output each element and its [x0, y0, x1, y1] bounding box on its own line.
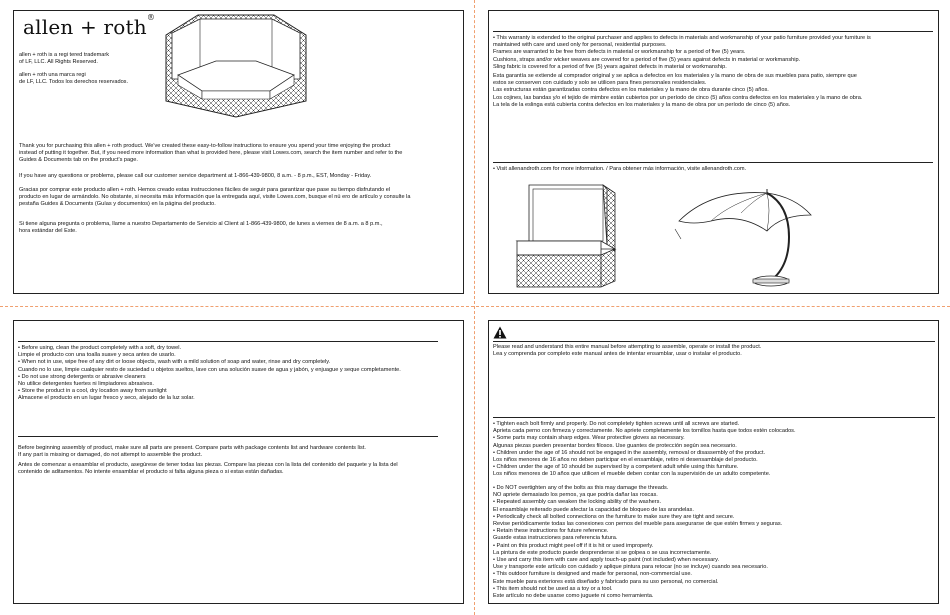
- care-panel: [13, 320, 464, 604]
- trademark-es: allen + roth una marca regi de LF, LLC. Todos los derechos reservados.: [19, 72, 129, 86]
- read-manual-text: Please read and understand this entire manual before attempting to assemble, operate or install the product. Lea y comprenda por completo este manual antes de intentar ensamblar, usar o instalar el producto.: [493, 344, 762, 358]
- visit-rule: [493, 162, 933, 163]
- warning-rule: [493, 341, 935, 342]
- warranty-panel: [488, 10, 939, 294]
- before-text-en: Before beginning assembly of product, make sure all parts are present. Compare parts with package contents list and hardware contents list. If any part is missing or damaged, do not attempt to assemble the product.: [18, 445, 366, 459]
- top-rule: [493, 31, 933, 32]
- care-text: • Before using, clean the product completely with a soft, dry towel. Limpie el producto con una toalla suave y seca antes de usarlo. • When not in use, wipe free of any dirt or loose objects, wash with a mild solution of soap and water, rinse and dry completely. Cuando no lo use, limpie cualquier resto de suciedad u objetos sueltos, lave con una solución suave de agua y jabón, y enjuague y seque completamente. • Do not use strong detergents or abrasive cleaners No utilice detergentes fuertes ni limpiadores abrasivos. • Store the product in a cool, dry location away from sunlight Almacene el producto en un lugar fresco y seco, alejado de la luz solar.: [18, 345, 401, 402]
- warning-icon: [493, 326, 507, 339]
- visit-text: • Visit allenandroth.com for more information. / Para obtener más información, visite allenandroth.com.: [493, 166, 747, 172]
- cantilever-umbrella-illustration: [671, 185, 821, 289]
- corner-sectional-illustration: [156, 13, 316, 119]
- intro-text-en: Thank you for purchasing this allen + roth product. We've created these easy-to-follow instructions to ensure you spend your time enjoying the product instead of putting it together. But, if you need more information than what is provided here, please visit Lowes.com, search the item number and refer to the Guides & Documents tab on the product's page.: [19, 143, 403, 164]
- intro-panel: [13, 10, 464, 294]
- intro-text-es: Gracias por comprar este producto allen + roth. Hemos creado estas instrucciones fáciles de seguir para garantizar que pase su tiempo disfrutando el producto en lugar de armándolo. No obstante, si necesita más información que la entregada aquí, visite Lowes.com, busque el nú ero de artículo y consulte la pestaña Guides & Documents (Guías y documentos) en la página del producto.: [19, 187, 411, 208]
- brand-logo: [23, 15, 155, 39]
- horizontal-cut-line: [0, 306, 950, 307]
- safety-panel: [488, 320, 939, 604]
- before-text-es: Antes de comenzar a ensamblar el producto, asegúrese de tener todas las piezas. Compare las piezas con la lista del contenido del paquete y la lista del contenido de aditamentos. No intente ensamblar el producto si falta alguna pieza o si estas están dañadas.: [18, 462, 398, 476]
- vertical-cut-line: [474, 0, 475, 615]
- registered-mark: ®: [146, 13, 156, 22]
- trademark-en: allen + roth is a regi tered trademark of LF, LLC. All Rights Reserved.: [19, 52, 110, 66]
- warranty-en: • This warranty is extended to the original purchaser and applies to defects in materials and workmanship of your patio furniture provided your furniture is maintained with care and used only for personal, residential purposes. Frames are warranted to be free from defects in material or workmanship for a period of five (5) years. Cushions, straps and/or wicker weaves are covered for a period of five (5) years against defects in material or workmanship. Sling fabric is covered for a period of five (5) years against defects in material or workmanship.: [493, 35, 871, 70]
- help-text-es: Si tiene alguna pregunta o problema, llame a nuestro Departamento de Servicio al Client al 1-866-439-9800, de lunes a viernes de 8 a.m. a 8 p.m., hora estándar del Este.: [19, 221, 383, 235]
- help-text-en: If you have any questions or problems, please call our customer service department at 1-866-439-9800, 8 a.m. - 8 p.m., EST, Monday - Friday.: [19, 173, 372, 179]
- care-rule: [18, 341, 438, 342]
- warranty-es: Esta garantía se extiende al comprador original y se aplica a defectos en los materiales y la mano de obra de sus muebles para patio, siempre que estos se conserven con cuidado y solo se utilicen para fines personales residenciales. Las estructuras están garantizadas contra defectos en los materiales y la mano de obra durante cinco (5) años. Los cojines, las bandas y/o el tejido de mimbre están cubiertos por un período de cinco (5) años contra defectos en los materiales y la mano de obra. La tela de la eslinga está cubierta contra defectos en los materiales y la mano de obra por un período de cinco (5) años.: [493, 73, 863, 108]
- safety-text-2: • Do NOT overtighten any of the bolts as this may damage the threads. NO apriete demasiado los pernos, ya que podría dañar las roscas. • Repeated assembly can weaken the locking ability of the washers. El ensamblaje reiterado puede afectar la capacidad de bloqueo de las arandelas. • Periodically check all bolted connections on the furniture to make sure they are tight and secure. Revise periódicamente todas las conexiones con pernos del mueble para asegurarse de que estén firmes y seguras. • Retain these instructions for future reference. Guarde estas instrucciones para referencia futura. • Paint on this product might peel off if it is hit or used improperly. La pintura de este producto puede desprenderse si se golpea o se usa incorrectamente. • Use and carry this item with care and apply touch-up paint (not included) when necessary. Use y transporte este artículo con cuidado y aplique pintura para retocar (no se incluye) cuando sea necesario. • This outdoor furniture is designed and made for personal, non-commercial use. Este mueble para exteriores está diseñado y fabricado para su uso personal, no comercial. • This item should not be used as a toy or a tool. Este artículo no debe usarse como juguete ni como herramienta.: [493, 485, 783, 600]
- before-rule: [18, 436, 438, 437]
- armless-chair-illustration: [511, 183, 621, 289]
- safety-text-1: • Tighten each bolt firmly and properly. Do not completely tighten screws until all screws are started. Aprieta cada perno con firmeza y correctamente. No apriete completamente los tornillos hasta que todos estén colocados. • Some parts may contain sharp edges. Wear protective gloves as necessary. Algunas piezas pueden presentar bordes filosos. Use guantes de protección según sea necesario. • Children under the age of 16 should not be engaged in the assembly, removal or disassembly of the product. Los niños menores de 16 años no deben participar en el ensamblaje, retiro ni desensamblaje del producto. • Children under the age of 10 should be supervised by a competent adult while using this furniture. Los niños menores de 10 años que utilicen el mueble deben contar con la supervisión de un adulto competente.: [493, 421, 796, 478]
- brand-name: allen + roth: [23, 15, 147, 39]
- safety-rule: [493, 417, 935, 418]
